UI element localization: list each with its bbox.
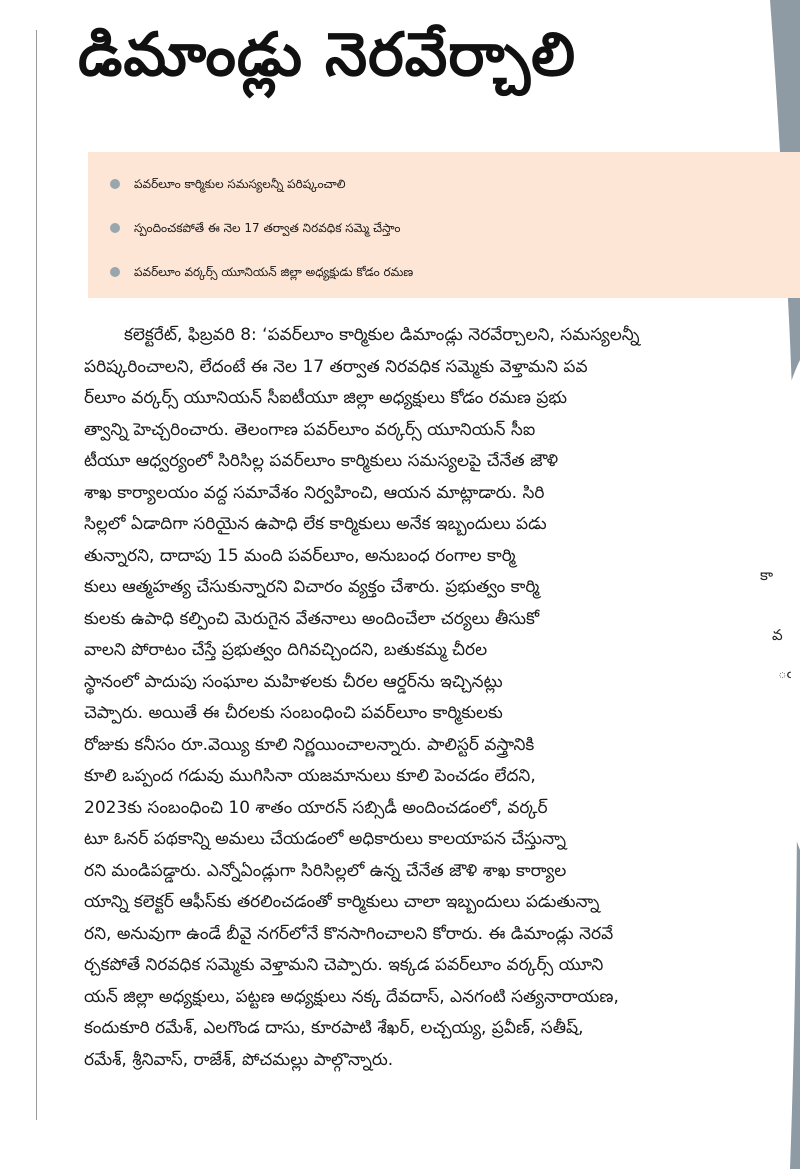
side-fragment-3: ఁ bbox=[778, 664, 792, 682]
body-line: యన్ జిల్లా అధ్యక్షులు, పట్టణ అధ్యక్షులు నక్క దేవదాస్, ఎనగంటి సత్యనారాయణ, bbox=[84, 986, 619, 1007]
body-line: శాఖ కార్యాలయం వద్ద సమావేశం నిర్వహించి, ఆయన మాట్లాడారు. సిరి bbox=[84, 482, 545, 503]
body-line: పరిష్కరించాలని, లేదంటే ఈ నెల 17 తర్వాత నిరవధిక సమ్మెకు వెళ్తామని పవ bbox=[84, 356, 588, 377]
body-line: కలెక్టరేట్, ఫిబ్రవరి 8: ‘పవర్‌లూం కార్మికుల డిమాండ్లు నెరవేర్చాలని, సమస్యలన్నీ bbox=[124, 325, 640, 345]
side-fragment-1: కా bbox=[760, 566, 774, 584]
bullet-icon bbox=[110, 223, 120, 233]
body-line: యాన్ని కలెక్టర్ ఆఫీస్‌కు తరలించడంతో కార్మికులు చాలా ఇబ్బందులు పడుతున్నా bbox=[84, 892, 600, 912]
body-line: స్థానంలో పాదుపు సంఘాల మహిళలకు చీరల ఆర్డర్‌ను ఇచ్చినట్లు bbox=[84, 671, 503, 692]
body-line: రోజుకు కనీసం రూ.వెయ్యి కూలి నిర్ణయించాలన్నారు. పాలిస్టర్ వస్త్రానికి bbox=[84, 734, 535, 755]
body-line: రమేశ్, శ్రీనివాస్, రాజేశ్, పోచమల్లు పాల్గొన్నారు. bbox=[84, 1049, 394, 1070]
highlight-item bbox=[110, 162, 800, 206]
column-rule bbox=[36, 30, 37, 1120]
bullet-icon bbox=[110, 267, 120, 277]
body-line: సిల్లలో ఏడాదిగా సరియైన ఉపాధి లేక కార్మికులు అనేక ఇబ్బందులు పడు bbox=[84, 514, 547, 534]
body-line: ర్చకపోతే నిరవధిక సమ్మెకు వెళ్తామని చెప్పారు. ఇక్కడ పవర్‌లూం వర్కర్స్ యూని bbox=[84, 955, 604, 975]
bullet-icon bbox=[110, 179, 120, 189]
article-body bbox=[84, 320, 784, 1076]
highlight-item bbox=[110, 206, 800, 250]
body-line: కందుకూరి రమేశ్, ఎలగొండ దాసు, కూరపాటి శేఖర్, లచ్చయ్య, ప్రవీణ్, సతీష్, bbox=[84, 1018, 584, 1038]
body-line: తున్నారని, దాదాపు 15 మంది పవర్‌లూం, అనుబంధ రంగాల కార్మి bbox=[84, 545, 516, 566]
highlights-box bbox=[88, 152, 800, 298]
body-line: రని, అనువుగా ఉండే బీవై నగర్‌లోనే కొనసాగించాలని కోరారు. ఈ డిమాండ్లు నెరవే bbox=[84, 923, 614, 944]
highlight-item bbox=[110, 250, 800, 294]
body-line: టూ ఓనర్ పథకాన్ని అమలు చేయడంలో అధికారులు కాలయాపన చేస్తున్నా bbox=[84, 829, 566, 849]
body-line: త్వాన్ని హెచ్చరించారు. తెలంగాణ పవర్‌లూం వర్కర్స్ యూనియన్ సీఐ bbox=[84, 419, 536, 440]
body-line: 2023కు సంబంధించి 10 శాతం యారన్ సబ్సిడీ అందించడంలో, వర్కర్ bbox=[84, 797, 548, 818]
body-line: కూలి ఒప్పంద గడువు ముగిసినా యజమానులు కూలి పెంచడం లేదని, bbox=[84, 766, 536, 786]
body-line: వాలని పోరాటం చేస్తే ప్రభుత్వం దిగివచ్చిందని, బతుకమ్మ చీరల bbox=[84, 640, 488, 660]
highlight-text: పవర్‌లూం వర్కర్స్ యూనియన్ జిల్లా అధ్యక్షుడు కోడం రమణ bbox=[134, 265, 414, 279]
highlight-text: స్పందించకపోతే ఈ నెల 17 తర్వాత నిరవధిక సమ్మె చేస్తాం bbox=[134, 221, 401, 235]
body-line: కులకు ఉపాధి కల్పించి మెరుగైన వేతనాలు అందించేలా చర్యలు తీసుకో bbox=[84, 608, 540, 629]
body-line: రని మండిపడ్డారు. ఎన్నోఏండ్లుగా సిరిసిల్లలో ఉన్న చేనేత జౌళి శాఖ కార్యాల bbox=[84, 860, 567, 881]
side-fragment-2: వ bbox=[772, 626, 783, 644]
body-line: కులు ఆత్మహత్య చేసుకున్నారని విచారం వ్యక్తం చేశారు. ప్రభుత్వం కార్మి bbox=[84, 577, 540, 597]
headline: డిమాండ్లు నెరవేర్చాలి bbox=[78, 20, 577, 90]
body-line: టీయూ ఆధ్వర్యంలో సిరిసిల్ల పవర్‌లూం కార్మికులు సమస్యలపై చేనేత జౌళి bbox=[84, 451, 559, 471]
highlight-text: పవర్‌లూం కార్మికుల సమస్యలన్నీ పరిష్కంచాలి bbox=[134, 177, 346, 191]
body-line: ర్‌లూం వర్కర్స్ యూనియన్ సీఐటీయూ జిల్లా అధ్యక్షులు కోడం రమణ ప్రభు bbox=[84, 388, 567, 408]
body-line: చెప్పారు. అయితే ఈ చీరలకు సంబంధించి పవర్‌లూం కార్మికులకు bbox=[84, 703, 503, 723]
